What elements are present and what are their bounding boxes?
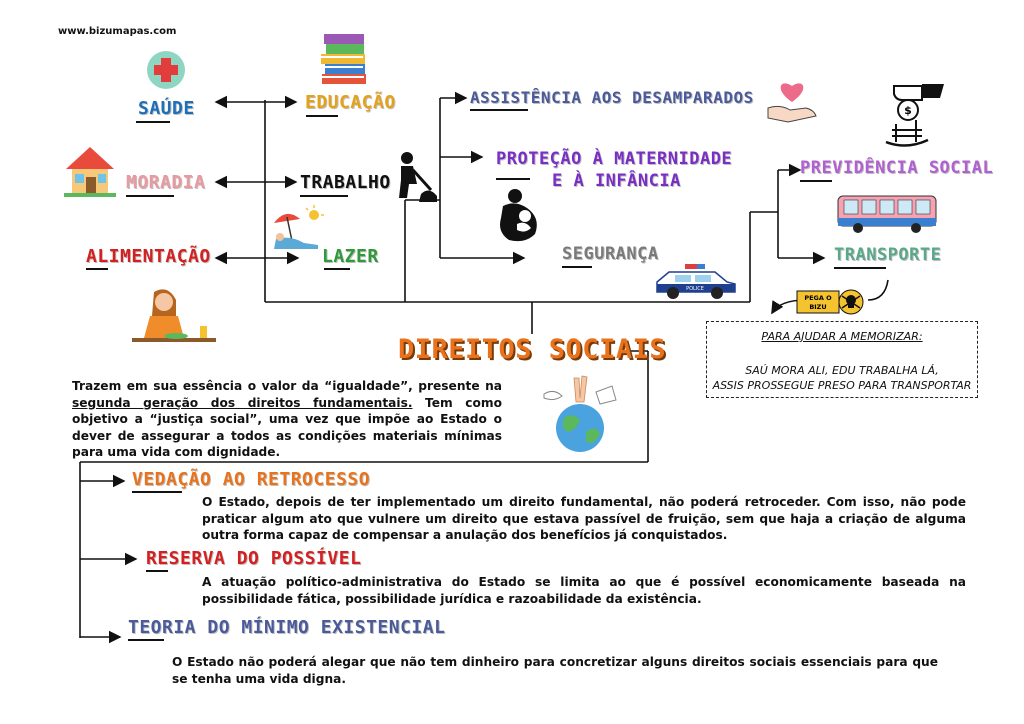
right-saude: SAÚDE <box>138 98 195 119</box>
police-car-icon <box>655 264 737 300</box>
bus-icon <box>836 192 938 234</box>
house-icon <box>62 143 118 199</box>
worker-icon <box>385 150 437 202</box>
pension-rocking-chair-icon <box>882 80 954 150</box>
right-educacao: EDUCAÇÃO <box>305 92 396 113</box>
right-alimentacao: ALIMENTAÇÃO <box>86 246 211 267</box>
right-seguranca: SEGURANÇA <box>562 244 659 264</box>
memory-title: PARA AJUDAR A MEMORIZAR: <box>761 330 923 343</box>
right-trabalho: TRABALHO <box>300 172 391 193</box>
memory-box <box>706 321 978 398</box>
intro-part-1: Trazem em sua essência o valor da “igualdade”, presente na <box>72 379 502 393</box>
right-assistencia: ASSISTÊNCIA AOS DESAMPARADOS <box>470 88 754 107</box>
intro-part-2: Tem como objetivo a “justiça social”, uma vez que impõe ao Estado o dever de assegurar a todos as condições materiais mínimas para uma vida com dignidade. <box>72 395 502 460</box>
right-previdencia: PREVIDÊNCIA SOCIAL <box>800 158 994 178</box>
principle-title-reserva: RESERVA DO POSSÍVEL <box>146 548 362 569</box>
principle-text-vedacao: O Estado, depois de ter implementado um direito fundamental, não poderá retroceder. Com isso, não pode praticar algum ato que vulnere um direito que estava passível de fruição, sem que haja a criação de alguma outra forma capaz de compensar a anulação dos benefícios já conquistados. <box>202 495 966 543</box>
svg-text:$: $ <box>904 104 912 117</box>
right-moradia: MORADIA <box>126 172 206 193</box>
right-protecao-line2: E À INFÂNCIA <box>552 171 681 191</box>
badge-line-2: BIZU <box>809 303 827 311</box>
badge-line-1: PEGA O <box>804 294 832 302</box>
leisure-umbrella-icon <box>270 205 325 253</box>
memory-line-2: ASSIS PROSSEGUE PRESO PARA TRANSPORTAR <box>712 379 972 392</box>
principle-title-vedacao: VEDAÇÃO AO RETROCESSO <box>132 469 371 490</box>
principle-title-minimo: TEORIA DO MÍNIMO EXISTENCIAL <box>128 617 446 638</box>
principle-text-minimo: O Estado não poderá alegar que não tem dinheiro para concretizar alguns direitos sociais essenciais para que se tenha uma vida digna. <box>172 655 938 686</box>
site-url[interactable]: www.bizumapas.com <box>58 26 177 37</box>
right-protecao-line1: PROTEÇÃO À MATERNIDADE <box>496 149 733 169</box>
mother-child-icon <box>495 188 545 244</box>
intro-paragraph <box>72 378 502 461</box>
center-title: DIREITOS SOCIAIS <box>398 334 667 365</box>
intro-underlined: segunda geração dos direitos fundamentais. <box>72 395 413 410</box>
right-lazer: LAZER <box>322 246 379 267</box>
pega-o-bizu-badge <box>796 288 866 316</box>
police-label: POLICE <box>686 286 704 292</box>
heart-hand-icon <box>766 76 818 124</box>
peace-globe-icon <box>540 372 626 454</box>
health-cross-icon <box>146 50 186 90</box>
right-transporte: TRANSPORTE <box>834 245 942 265</box>
memory-line-1: SAÚ MORA ALI, EDU TRABALHA LÁ, <box>745 363 939 377</box>
books-icon <box>318 30 370 86</box>
principle-text-reserva: A atuação político-administrativa do Estado se limita ao que é possível economicamente baseada na possibilidade fática, possibilidade jurídica e razoabilidade da existência. <box>202 575 966 606</box>
woman-eating-icon <box>132 286 216 348</box>
